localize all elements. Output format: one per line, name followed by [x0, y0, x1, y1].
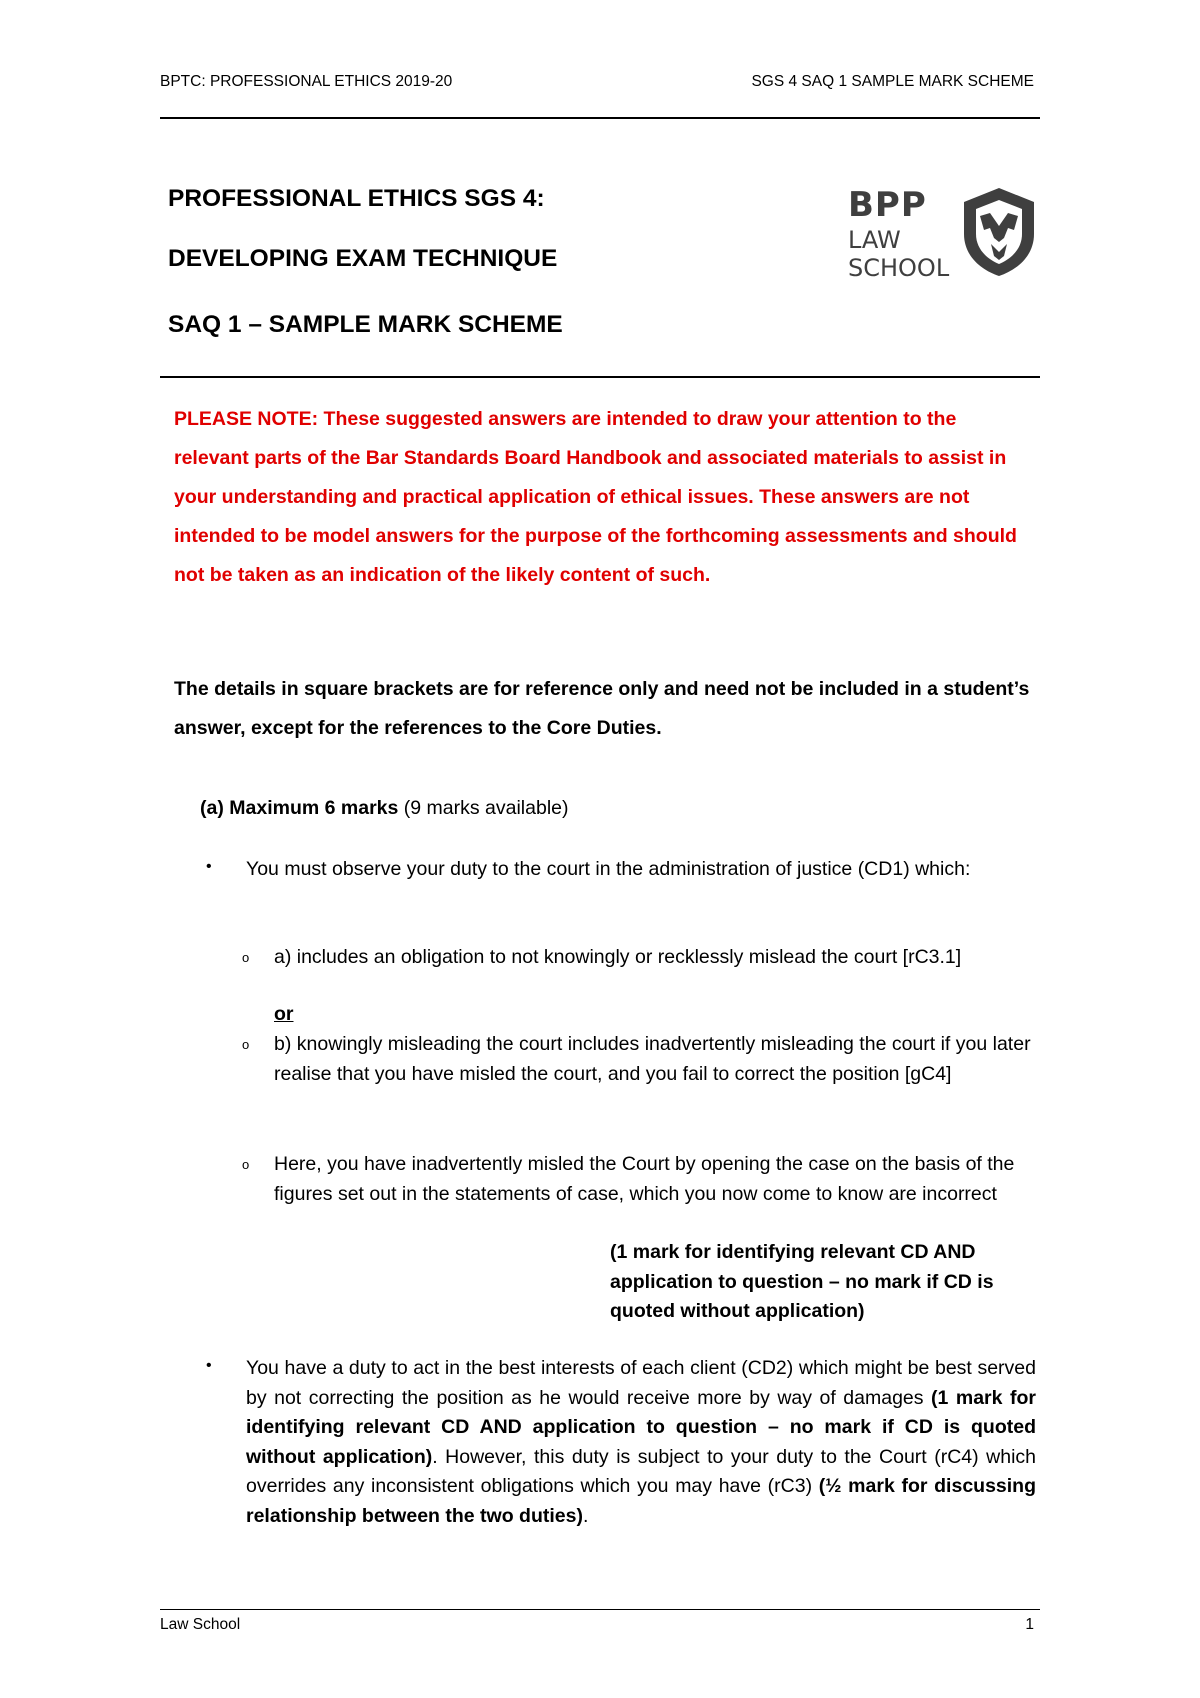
section-a-max-marks: Maximum 6 marks — [229, 797, 399, 819]
section-a-available: (9 marks available) — [398, 797, 569, 819]
sub-bullet-a: a) includes an obligation to not knowingly or recklessly mislead the court [rC3.1] — [274, 946, 962, 968]
sub-bullet-marker: o — [242, 950, 250, 965]
bpp-law-school-logo — [848, 185, 1038, 288]
bullet2-mark2: (½ mark for discussing relationship between the two duties) — [246, 1475, 1037, 1527]
logo-text-bpp: BPP — [848, 185, 927, 225]
or-connector: or — [274, 1003, 294, 1025]
document-title-line2: DEVELOPING EXAM TECHNIQUE — [168, 245, 558, 272]
section-a-label: (a) — [200, 797, 224, 819]
please-note-lead: PLEASE NOTE: — [174, 408, 319, 430]
sub-bullet-marker: o — [242, 1037, 250, 1052]
bullet-marker: • — [206, 858, 212, 875]
page-number: 1 — [1025, 1616, 1034, 1633]
please-note-text: These suggested answers are intended to draw your attention to the relevant parts of the Bar Standards Board Handbook and associated materials to assist in your understanding and practical application of ethical issues. These answers are not intended to be model answers for the purpose of the forthcoming assessments and should not be taken as an indication of the likely content of such. — [174, 408, 1017, 586]
running-header-left: BPTC: PROFESSIONAL ETHICS 2019-20 — [160, 73, 453, 90]
please-note-paragraph — [174, 400, 1036, 595]
bullet-marker: • — [206, 1357, 212, 1374]
document-title-line3: SAQ 1 – SAMPLE MARK SCHEME — [168, 311, 563, 338]
bullet1-text: You must observe your duty to the court in the administration of justice (CD1) which: — [246, 858, 971, 880]
sub-bullet-c: Here, you have inadvertently misled the Court by opening the case on the basis of the figures set out in the statements of case, which you now come to know are incorrect — [274, 1153, 1015, 1205]
bullet1-mark-note: (1 mark for identifying relevant CD AND application to question – no mark if CD is quoted without application) — [610, 1241, 994, 1322]
sub-bullet-marker: o — [242, 1157, 250, 1172]
logo-text-school: SCHOOL — [848, 254, 950, 282]
title-divider — [160, 376, 1040, 378]
bullet2-text3: . — [582, 1504, 589, 1527]
bullet2-text1: You have a duty to act in the best interests of each client (CD2) which might be best served by not correcting the position as he would receive more by way of damages — [246, 1357, 1036, 1409]
bullet2-mark1: (1 mark for identifying relevant CD AND application to question – no mark if CD is quoted without application) — [246, 1386, 1036, 1468]
footer-divider — [160, 1609, 1040, 1610]
instructions-paragraph: The details in square brackets are for reference only and need not be included in a student’s answer, except for the references to the Core Duties. — [174, 678, 1030, 739]
bullet2-paragraph — [246, 1354, 1036, 1531]
sub-bullet-b: b) knowingly misleading the court includes inadvertently misleading the court if you later realise that you have misled the court, and you fail to correct the position [gC4] — [274, 1033, 1031, 1085]
document-title-line1: PROFESSIONAL ETHICS SGS 4: — [168, 185, 545, 212]
logo-text-law: LAW — [848, 226, 901, 254]
lion-head-shield-icon — [960, 186, 1038, 278]
footer-left: Law School — [160, 1616, 241, 1633]
bullet2-text2: . However, this duty is subject to your duty to the Court (rC4) which overrides any inconsistent obligations which you may have (rC3) — [246, 1445, 1036, 1497]
running-header-right: SGS 4 SAQ 1 SAMPLE MARK SCHEME — [751, 73, 1034, 90]
section-a-heading — [200, 797, 569, 820]
header-divider — [160, 117, 1040, 119]
